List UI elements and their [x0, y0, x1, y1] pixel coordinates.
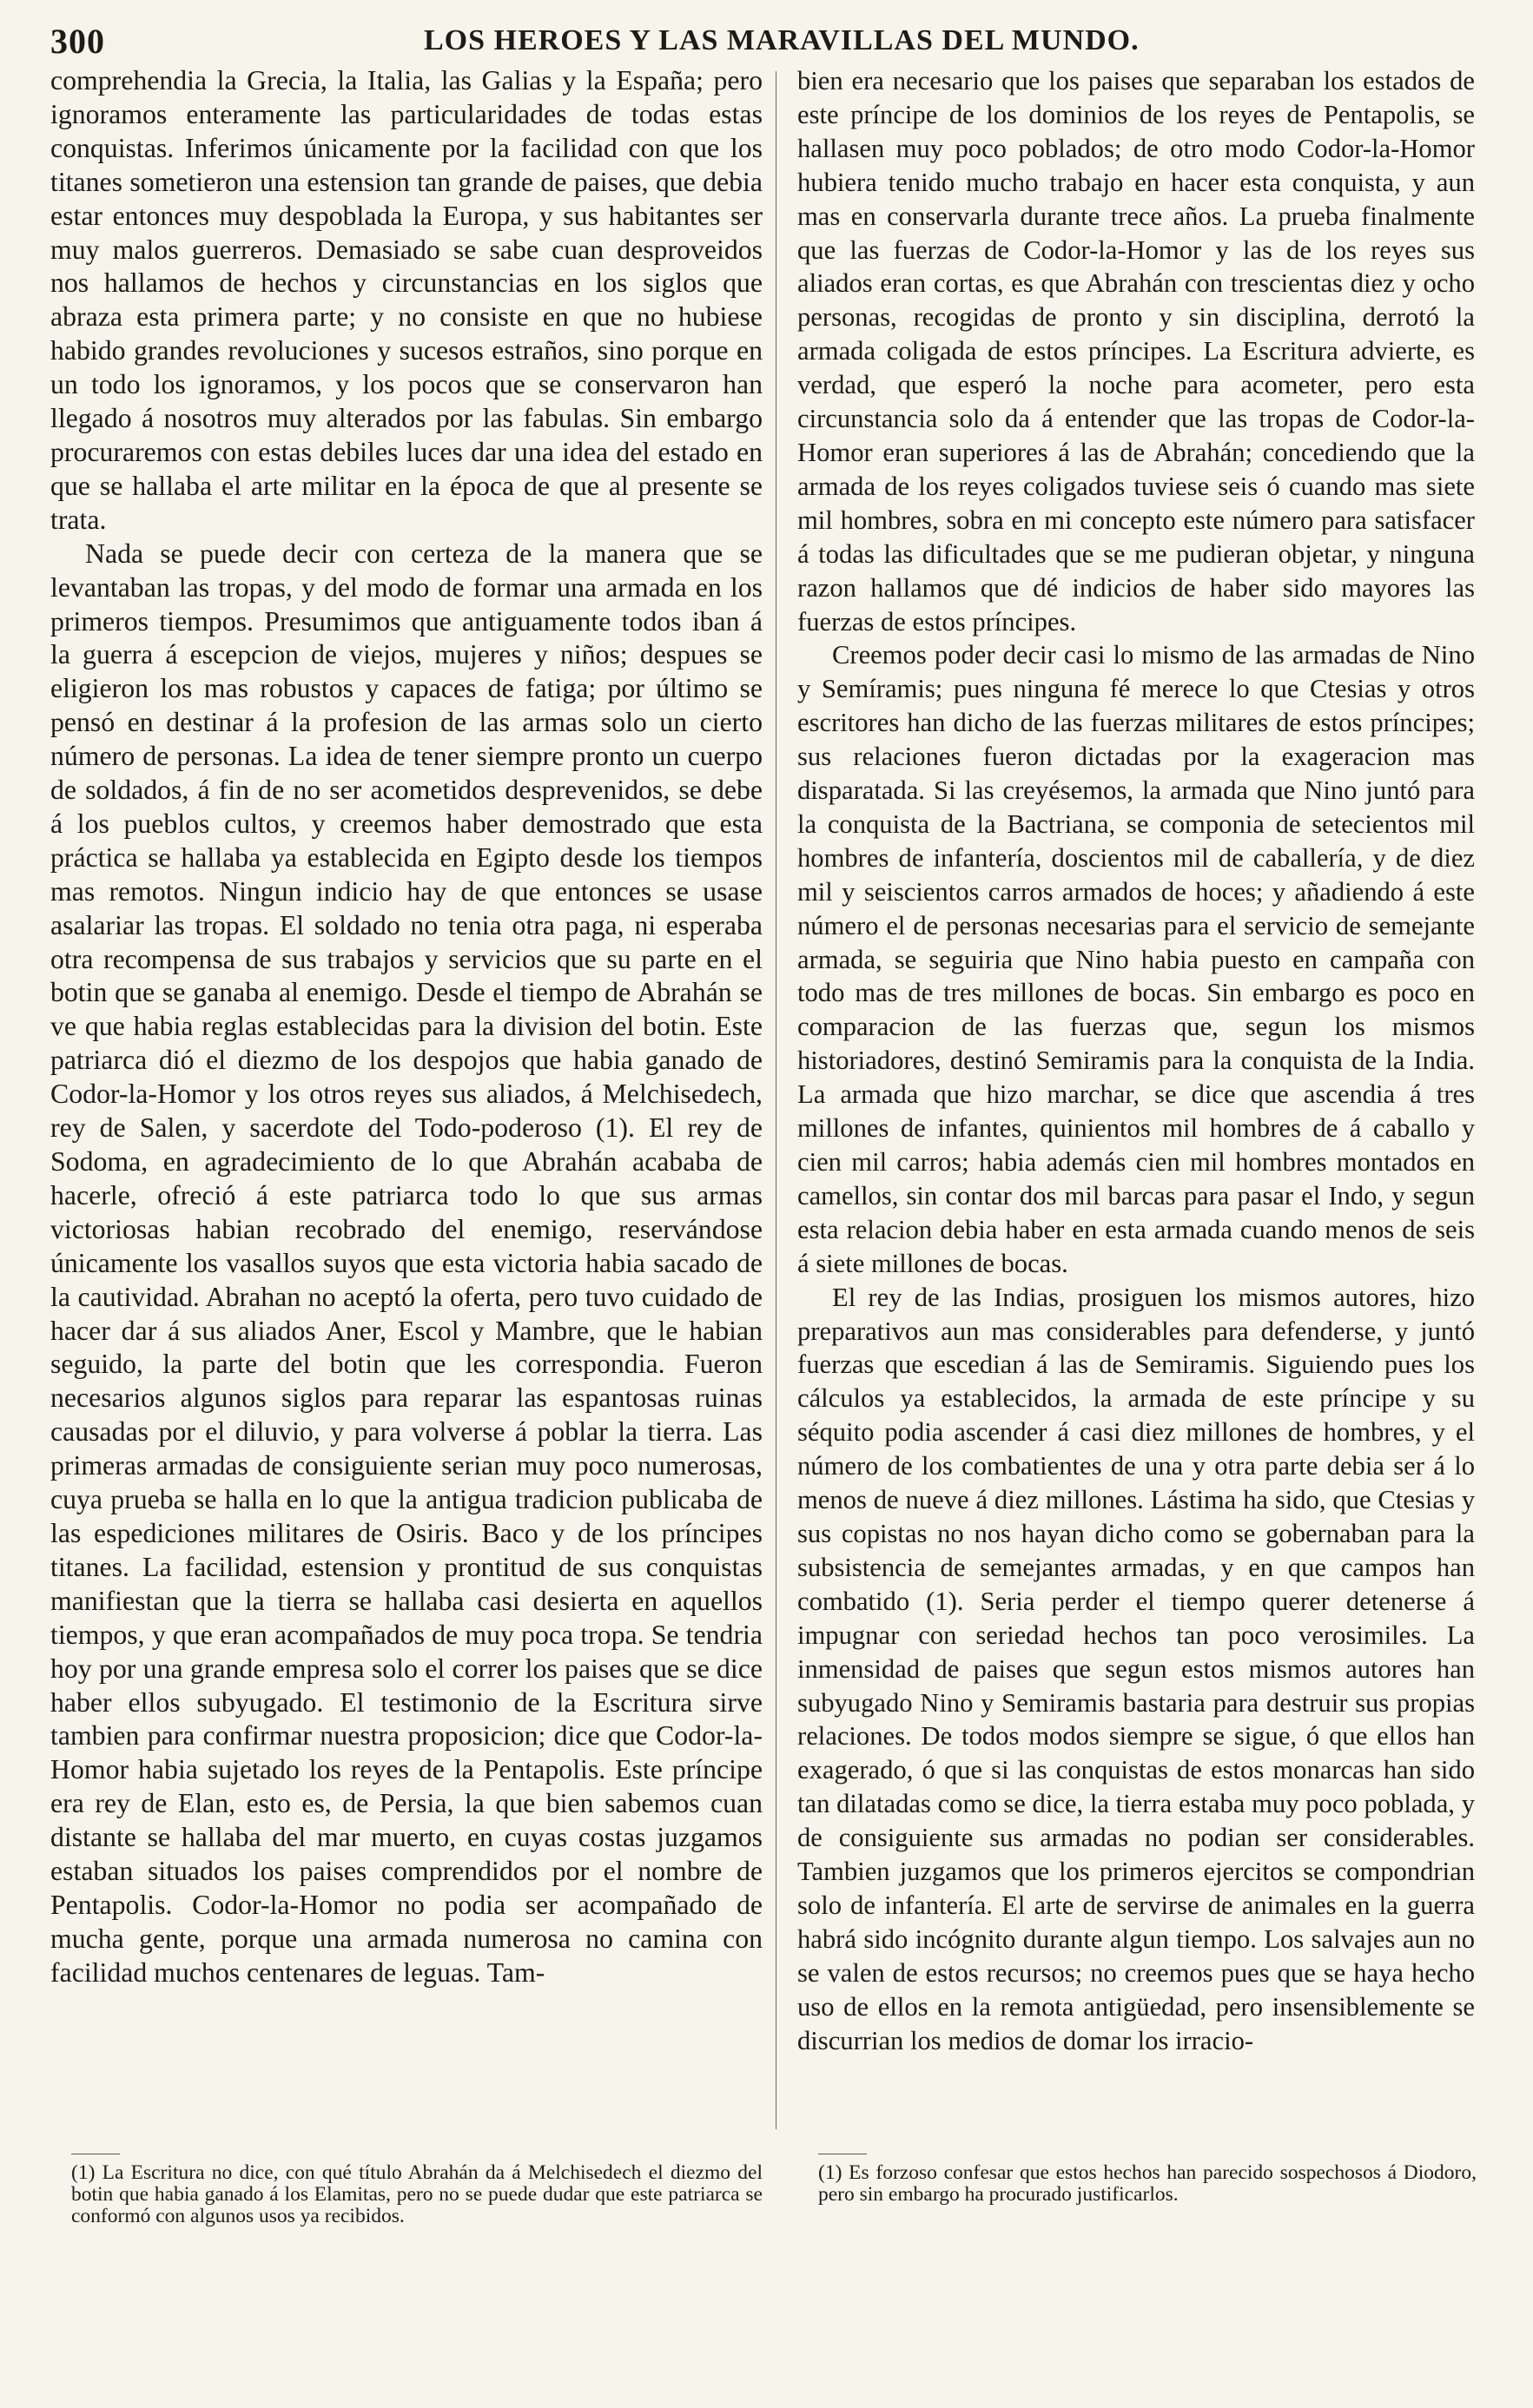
right-paragraph: El rey de las Indias, prosiguen los mismos autores, hizo preparativos aun mas considerables para defenderse, y juntó fuerzas que escedian á las de Semiramis. Siguiendo pues los cálculos ya establecidos, la armada de este príncipe y su séquito podia ascender á casi diez millones de hombres, y el número de los combatientes de una y otra parte debia ser á lo menos de nueve á diez millones. Lástima ha sido, que Ctesias y sus copistas no nos hayan dicho como se gobernaban para la subsistencia de semejantes armadas, y en que campos han combatido (1). Seria perder el tiempo querer detenerse á impugnar con seriedad hechos tan poco verosimiles. La inmensidad de paises que segun estos mismos autores han subyugado Nino y Semiramis bastaria para destruir sus propias relaciones. De todos modos siempre se sigue, ó que ellos han exagerado, ó que si las conquistas de estos monarcas han sido tan dilatadas como se dice, la tierra estaba muy poco poblada, y de consiguiente sus armadas no podian ser considerables. Tambien juzgamos que los primeros ejercitos se compondrian solo de infantería. El arte de servirse de animales en la guerra habrá sido incógnito durante algun tiempo. Los salvajes aun no se valen de estos recursos; no creemos pues que se haya hecho uso de ellos en la remota antigüedad, pero insensiblemente se discurrian los medios de domar los irracio-: [797, 1282, 1475, 2055]
left-footnote: (1) La Escritura no dice, con qué título Abrahán da á Melchisedech el diezmo del botin que habia ganado á los Elamitas, pero no se puede dudar que este patriarca se conformó con algunos usos ya recibidos.: [71, 2161, 763, 2227]
left-column: [50, 64, 763, 2114]
right-column: [797, 64, 1475, 2114]
left-paragraph: Nada se puede decir con certeza de la manera que se levantaban las tropas, y del modo de formar una armada en los primeros tiempos. Presumimos que antiguamente todos iban á la guerra á escepcion de viejos, mujeres y niños; despues se eligieron los mas robustos y capaces de fatiga; por último se pensó en destinar á la profesion de las armas solo un cierto número de personas. La idea de tener siempre pronto un cuerpo de soldados, á fin de no ser acometidos desprevenidos, se debe á los pueblos cultos, y creemos haber demostrado que esta práctica se hallaba ya establecida en Egipto desde los tiempos mas remotos. Ningun indicio hay de que entonces se usase asalariar las tropas. El soldado no tenia otra paga, ni esperaba otra recompensa de sus trabajos y servicios que su parte en el botin que se ganaba al enemigo. Desde el tiempo de Abrahán se ve que habia reglas establecidas para la division del botin. Este patriarca dió el diezmo de los despojos que habia ganado de Codor-la-Homor y los otros reyes sus aliados, á Melchisedech, rey de Salen, y sacerdote del Todo-poderoso (1). El rey de Sodoma, en agradecimiento de lo que Abrahán acababa de hacerle, ofreció á este patriarca todo lo que sus armas victoriosas habian recobrado del enemigo, reservándose únicamente los vasallos suyos que esta victoria habia sacado de la cautividad. Abrahan no aceptó la oferta, pero tuvo cuidado de hacer dar á sus aliados Aner, Escol y Mambre, que le habian seguido, la parte del botin que les correspondia. Fueron necesarios algunos siglos para reparar las espantosas ruinas causadas por el diluvio, y para volverse á poblar la tierra. Las primeras armadas de consiguiente serian muy poco numerosas, cuya prueba se halla en lo que la antigua tradicion publicaba de las espediciones militares de Osiris. Baco y de los príncipes titanes. La facilidad, estension y prontitud de sus conquistas manifiestan que la tierra se hallaba casi desierta en aquellos tiempos, y que eran acompañados de muy poca tropa. Se tendria hoy por una grande empresa solo el correr los paises que se dice haber ellos subyugado. El testimonio de la Escritura sirve tambien para confirmar nuestra proposicion; dice que Codor-la-Homor habia sujetado los reyes de la Pentapolis. Este príncipe era rey de Elan, esto es, de Persia, la que bien sabemos cuan distante se hallaba del mar muerto, en cuyas costas juzgamos estaban situados los paises comprendidos por el nombre de Pentapolis. Codor-la-Homor no podia ser acompañado de mucha gente, porque una armada numerosa no camina con facilidad muchos centenares de leguas. Tam-: [50, 538, 763, 1988]
running-title: LOS HEROES Y LAS MARAVILLAS DEL MUNDO.: [424, 24, 1140, 56]
right-paragraph: Creemos poder decir casi lo mismo de las armadas de Nino y Semíramis; pues ninguna fé merece lo que Ctesias y otros escritores han dicho de las fuerzas militares de estos príncipes; sus relaciones fueron dictadas por la exageracion mas disparatada. Si las creyésemos, la armada que Nino juntó para la conquista de la Bactriana, se componia de setecientos mil hombres de infantería, doscientos mil de caballería, y de diez mil y seiscientos carros armados de hoces; y añadiendo á este número el de personas necesarias para el servicio de semejante armada, se seguiria que Nino habia puesto en campaña con todo mas de tres millones de bocas. Sin embargo es poco en comparacion de las fuerzas que, segun los mismos historiadores, destinó Semiramis para la conquista de la India. La armada que hizo marchar, se dice que ascendia á tres millones de infantes, quinientos mil hombres de á caballo y cien mil carros; habia además cien mil hombres montados en camellos, sin contar dos mil barcas para pasar el Indo, y segun esta relacion debia haber en esta armada cuando menos de seis á siete millones de bocas.: [797, 640, 1475, 1278]
page-header: [50, 16, 1475, 64]
page-number: 300: [50, 22, 105, 61]
right-paragraph: bien era necesario que los paises que separaban los estados de este príncipe de los dominios de los reyes de Pentapolis, se hallasen muy poco poblados; de otro modo Codor-la-Homor hubiera tenido mucho trabajo en hacer esta conquista, y aun mas en conservarla durante trece años. La prueba finalmente que las fuerzas de Codor-la-Homor y las de los reyes sus aliados eran cortas, es que Abrahán con trescientas diez y ocho personas, recogidas de pronto y sin disciplina, derrotó la armada coligada de estos príncipes. La Escritura advierte, es verdad, que esperó la noche para acometer, pero esta circunstancia solo da á entender que las tropas de Codor-la-Homor eran superiores á las de Abrahán; concediendo que la armada de los reyes coligados tuviese seis ó cuando mas siete mil hombres, sobra en mi concepto este número para satisfacer á todas las dificultades que se me pudieran objetar, y ninguna razon hallamos que dé indicios de haber sido mayores las fuerzas de estos príncipes.: [797, 66, 1475, 637]
right-footnote: (1) Es forzoso confesar que estos hechos han parecido sospechosos á Diodoro, pero sin embargo ha procurado justificarlos.: [818, 2161, 1477, 2206]
left-paragraph: comprehendia la Grecia, la Italia, las Galias y la España; pero ignoramos enteramente las particularidades de todas estas conquistas. Inferimos únicamente por la facilidad con que los titanes sometieron una estension tan grande de paises, que debia estar entonces muy despoblada la Europa, y sus habitantes ser muy malos guerreros. Demasiado se sabe cuan desproveidos nos hallamos de hechos y circunstancias en los siglos que abraza esta primera parte; y no consiste en que no hubiese habido grandes revoluciones y sucesos estraños, sino porque en un todo los ignoramos, y los pocos que se conservaron han llegado á nosotros muy alterados por las fabulas. Sin embargo procuraremos con estas debiles luces dar una idea del estado en que se hallaba el arte militar en la época de que al presente se trata.: [50, 65, 763, 535]
